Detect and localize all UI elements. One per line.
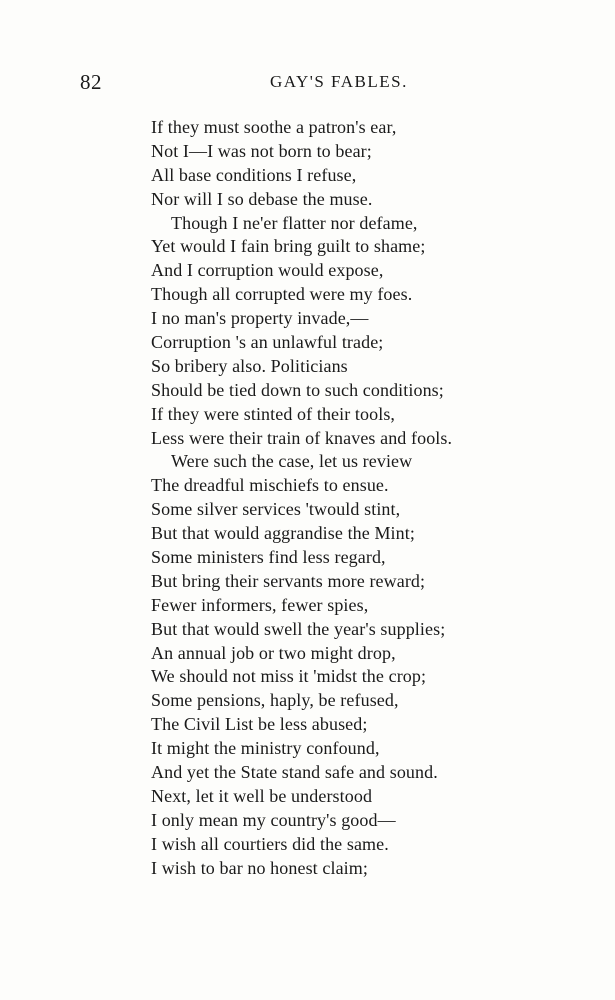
poem-line: Nor will I so debase the muse.	[151, 188, 373, 209]
poem-line: Yet would I fain bring guilt to shame;	[151, 236, 426, 257]
poem-line: Corruption 's an unlawful trade;	[151, 332, 384, 353]
poem-line: I wish all courtiers did the same.	[151, 833, 389, 854]
poem-line: But bring their servants more reward;	[151, 570, 426, 591]
poem-line: Though I ne'er flatter nor defame,	[171, 212, 418, 233]
poem-line: Were such the case, let us review	[171, 451, 413, 472]
poem-line: Next, let it well be understood	[151, 785, 373, 806]
poem-line: Not I—I was not born to bear;	[151, 140, 372, 161]
poem-line: Fewer informers, fewer spies,	[151, 594, 369, 615]
running-title: GAY'S FABLES.	[270, 72, 408, 91]
poem-line: Some ministers find less regard,	[151, 547, 386, 568]
poem-line: If they were stinted of their tools,	[151, 403, 396, 424]
poem-text	[151, 116, 591, 881]
poem-line: All base conditions I refuse,	[151, 164, 357, 185]
poem-line: Should be tied down to such conditions;	[151, 379, 444, 400]
poem-line: I no man's property invade,—	[151, 308, 369, 329]
poem-line: But that would aggrandise the Mint;	[151, 523, 415, 544]
poem-line: The dreadful mischiefs to ensue.	[151, 475, 389, 496]
poem-line: It might the ministry confound,	[151, 738, 380, 759]
poem-line: Less were their train of knaves and fools.	[151, 427, 453, 448]
poem-line: Some silver services 'twould stint,	[151, 499, 401, 520]
poem-line: But that would swell the year's supplies;	[151, 618, 446, 639]
poem-line: We should not miss it 'midst the crop;	[151, 666, 427, 687]
poem-line: An annual job or two might drop,	[151, 642, 396, 663]
poem-line: I wish to bar no honest claim;	[151, 857, 368, 878]
poem-line: So bribery also. Politicians	[151, 355, 348, 376]
poem-line: And I corruption would expose,	[151, 260, 384, 281]
poem-line: Though all corrupted were my foes.	[151, 284, 413, 305]
poem-line: And yet the State stand safe and sound.	[151, 762, 438, 783]
running-head	[80, 70, 535, 94]
page-number: 82	[80, 70, 102, 94]
poem-line: I only mean my country's good—	[151, 809, 396, 830]
poem-line: Some pensions, haply, be refused,	[151, 690, 399, 711]
poem-line: The Civil List be less abused;	[151, 714, 368, 735]
poem-line: If they must soothe a patron's ear,	[151, 117, 397, 137]
